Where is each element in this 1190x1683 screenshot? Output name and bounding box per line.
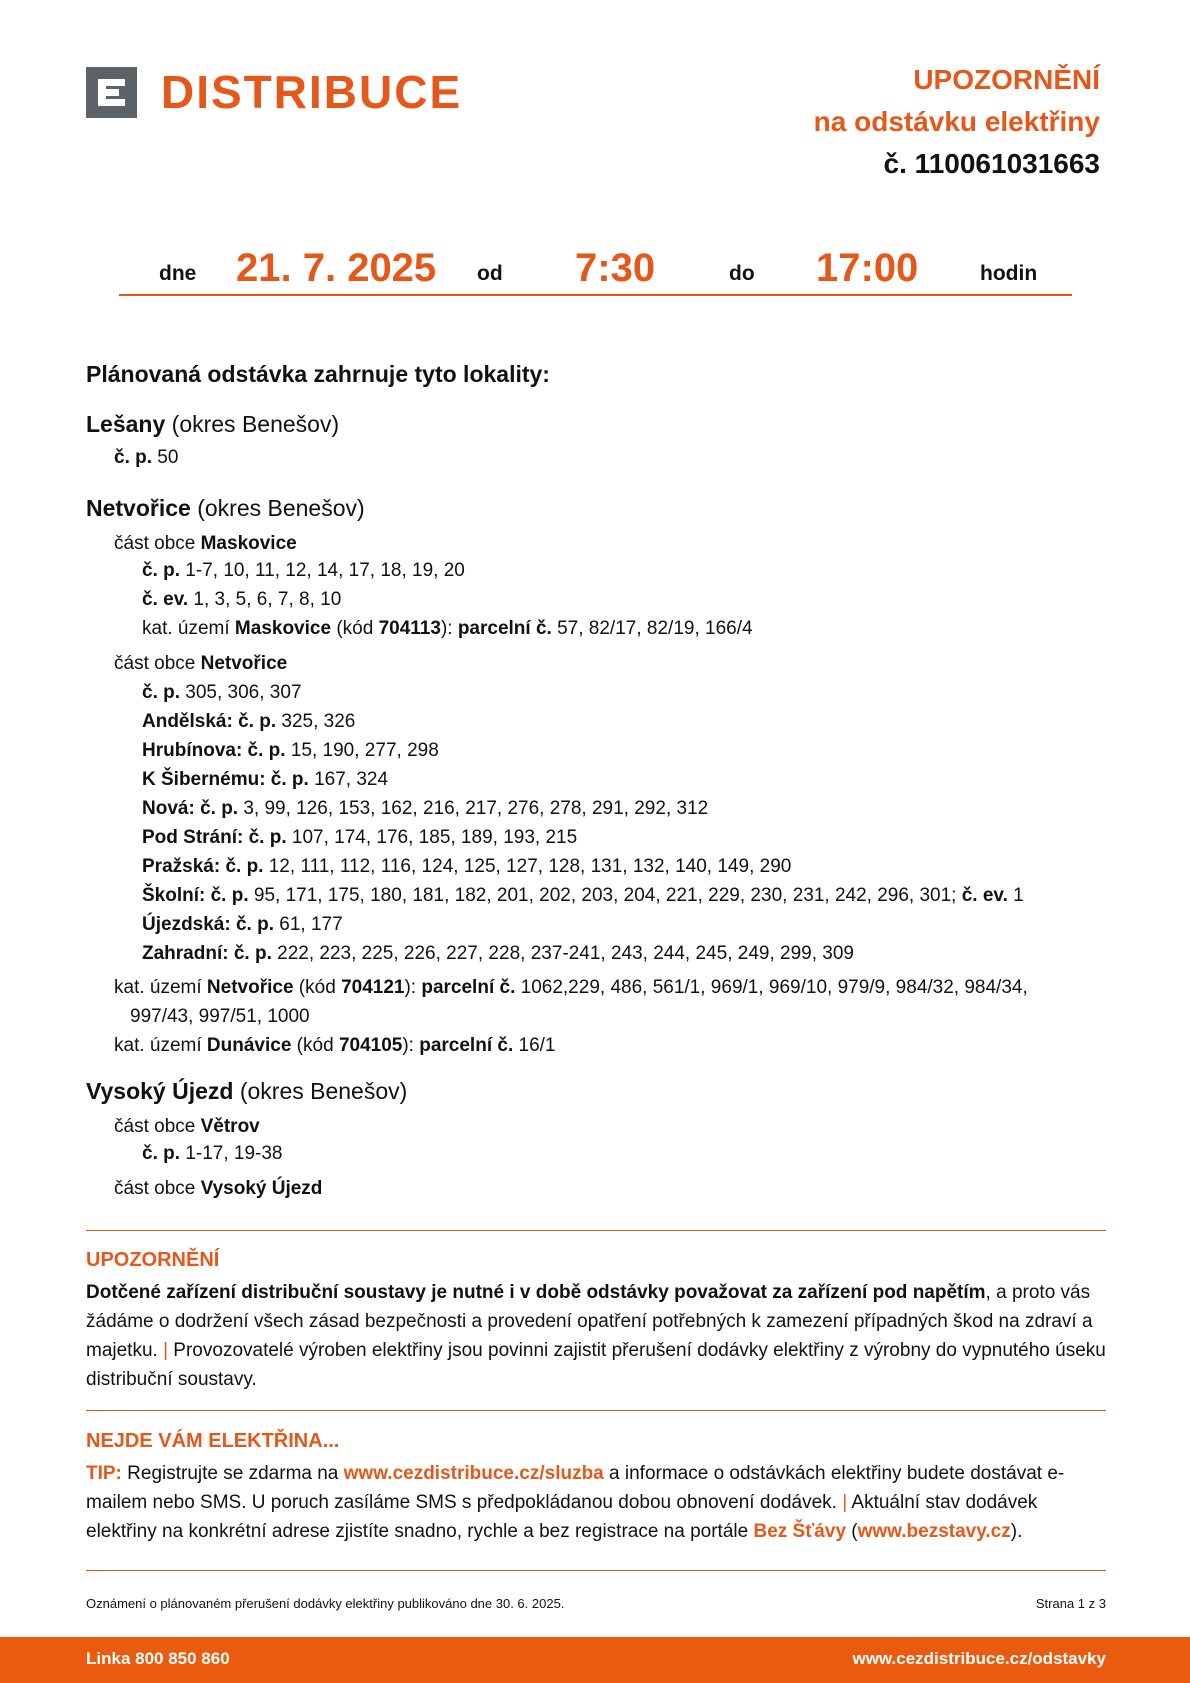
locality-lesany: Lešany (okres Benešov) [86, 411, 340, 437]
brand-name: DISTRIBUCE [161, 66, 463, 118]
locality-netvorice: Netvořice (okres Benešov) [86, 495, 365, 521]
street-line: K Šibernému: č. p. 167, 324 [142, 769, 389, 790]
outage-date: 21. 7. 2025 [236, 246, 437, 290]
street-line: Andělská: č. p. 325, 326 [142, 711, 356, 732]
section-divider [86, 1410, 1106, 1411]
street-line: Nová: č. p. 3, 99, 126, 153, 162, 216, 217, 276, 278, 291, 292, 312 [142, 798, 709, 819]
hotline[interactable]: Linka 800 850 860 [86, 1649, 230, 1668]
locality-vysoky-ujezd: Vysoký Újezd (okres Benešov) [86, 1078, 408, 1104]
maskovice-cp: č. p. 1-7, 10, 11, 12, 14, 17, 18, 19, 20 [142, 560, 465, 581]
street-line: Školní: č. p. 95, 171, 175, 180, 181, 182, 201, 202, 203, 204, 221, 229, 230, 231, 242, 296, 301; č. ev. 1 [142, 885, 1024, 906]
notice-subtitle: na odstávku elektřiny [813, 106, 1100, 137]
page-number: Strana 1 z 3 [1035, 1596, 1106, 1611]
part-vetrov: část obce Větrov [114, 1116, 260, 1137]
end-time: 17:00 [816, 246, 919, 290]
bezstavy-link[interactable]: www.bezstavy.cz [857, 1521, 1011, 1542]
lesany-cp: č. p. 50 [114, 447, 179, 468]
no-power-title: NEJDE VÁM ELEKTŘINA... [86, 1430, 340, 1452]
schedule-row [0, 240, 1190, 290]
street-line: Pražská: č. p. 12, 111, 112, 116, 124, 125, 127, 128, 131, 132, 140, 149, 290 [142, 856, 792, 877]
start-time: 7:30 [575, 246, 656, 290]
footer-bar [0, 1637, 1190, 1683]
warning-text: Dotčené zařízení distribuční soustavy je nutné i v době odstávky považovat za zařízení pod napětím, a proto vás žádáme o dodržení všech zásad bezpečnosti a provedení opatření potřebných k zamezení případných škod na zdraví a majetku. | Provozovatelé výroben elektřiny jsou povinni zajistit přerušení dodávky elektřiny z výrobny do vypnutého úseku distribuční soustavy. [86, 1282, 1106, 1390]
no-power-text: TIP: Registrujte se zdarma na www.cezdistribuce.cz/sluzba a informace o odstávkách elektřiny budete dostávat e-mailem nebo SMS. U poruch zasíláme SMS s předpokládanou dobou obnovení dodávek. | Aktuální stav dodávek elektřiny na konkrétní adrese zjistíte snadno, rychle a bez registrace na portále Bez Šťávy (www.bezstavy.cz). [86, 1463, 1065, 1542]
notice-title: UPOZORNĚNÍ [913, 64, 1100, 95]
part-vysoky-ujezd: část obce Vysoký Újezd [114, 1178, 323, 1199]
vetrov-cp: č. p. 1-17, 19-38 [142, 1143, 283, 1164]
street-line: Pod Strání: č. p. 107, 174, 176, 185, 189, 193, 215 [142, 827, 578, 848]
street-line: Zahradní: č. p. 222, 223, 225, 226, 227, 228, 237-241, 243, 244, 245, 249, 299, 309 [142, 943, 854, 964]
date-label: dne [159, 262, 197, 285]
date-divider [119, 294, 1072, 296]
from-label: od [477, 262, 503, 285]
street-line: Újezdská: č. p. 61, 177 [142, 914, 343, 935]
dunavice-kat: kat. území Dunávice (kód 704105): parcelní č. 16/1 [114, 1035, 556, 1056]
maskovice-ev: č. ev. 1, 3, 5, 6, 7, 8, 10 [142, 589, 342, 610]
outages-website-link[interactable]: www.cezdistribuce.cz/odstavky [852, 1649, 1106, 1668]
street-line: Hrubínova: č. p. 15, 190, 277, 298 [142, 740, 439, 761]
maskovice-kat: kat. území Maskovice (kód 704113): parcelní č. 57, 82/17, 82/19, 166/4 [142, 618, 753, 639]
localities-heading: Plánovaná odstávka zahrnuje tyto lokality: [86, 361, 550, 387]
notice-number: č. 110061031663 [883, 148, 1100, 179]
part-maskovice: část obce Maskovice [114, 533, 297, 554]
section-divider [86, 1230, 1106, 1231]
netvorice-kat-continued: 997/43, 997/51, 1000 [130, 1006, 310, 1027]
warning-title: UPOZORNĚNÍ [86, 1249, 220, 1271]
hours-label: hodin [980, 262, 1038, 285]
to-label: do [729, 262, 755, 285]
part-netvorice: část obce Netvořice [114, 653, 288, 674]
netvorice-kat: kat. území Netvořice (kód 704121): parcelní č. 1062,229, 486, 561/1, 969/1, 969/10, 979/9, 984/32, 984/34, [114, 977, 1028, 998]
netvorice-cp: č. p. 305, 306, 307 [142, 682, 302, 703]
cez-logo-icon [86, 67, 137, 118]
service-link[interactable]: www.cezdistribuce.cz/sluzba [343, 1463, 604, 1484]
section-divider [86, 1570, 1106, 1571]
publication-note: Oznámení o plánovaném přerušení dodávky elektřiny publikováno dne 30. 6. 2025. [86, 1596, 565, 1611]
